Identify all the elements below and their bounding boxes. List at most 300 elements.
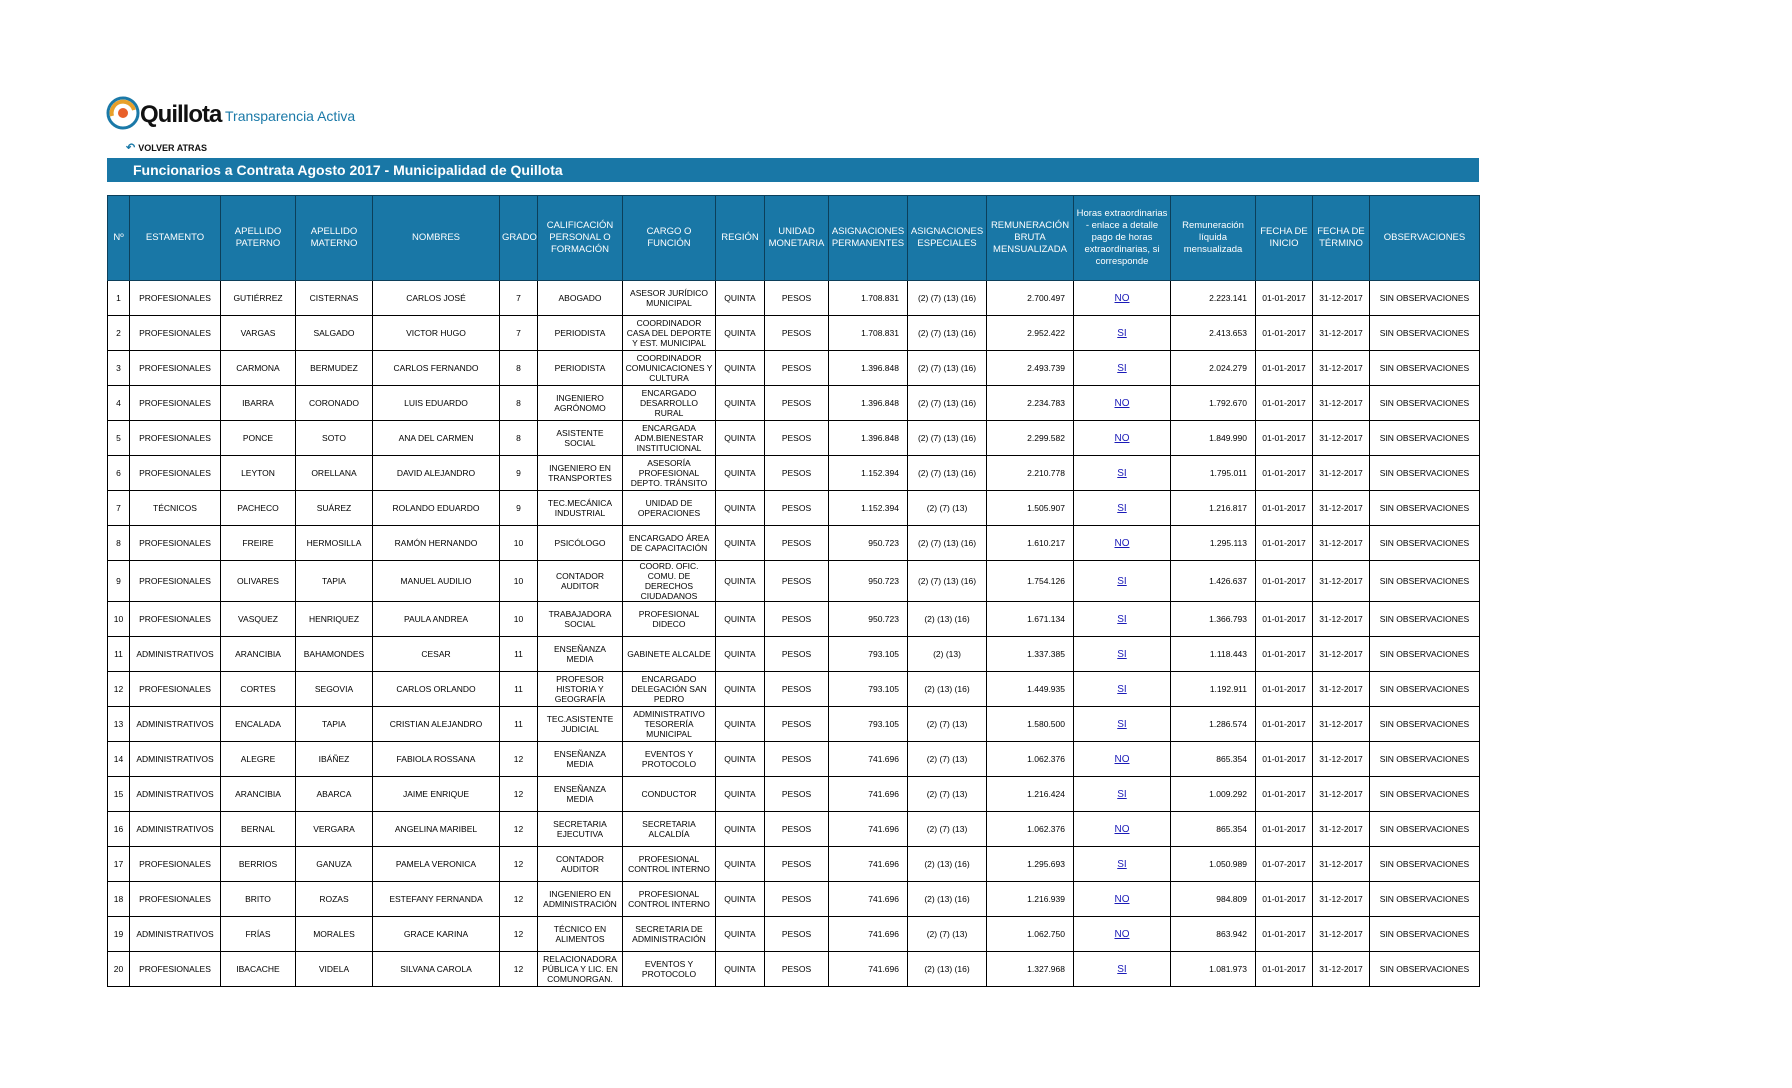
- table-cell: 01-01-2017: [1256, 882, 1313, 917]
- table-cell: ANA DEL CARMEN: [373, 421, 500, 456]
- table-cell: CONTADOR AUDITOR: [538, 561, 623, 602]
- table-cell: RELACIONADORA PÚBLICA Y LIC. EN COMUNORGAN.: [538, 952, 623, 987]
- table-cell: [1074, 421, 1171, 456]
- table-cell: SIN OBSERVACIONES: [1370, 952, 1480, 987]
- table-cell: SECRETARIA EJECUTIVA: [538, 812, 623, 847]
- overtime-link[interactable]: SI: [1117, 613, 1127, 625]
- table-cell: 865.354: [1171, 742, 1256, 777]
- table-cell: 01-01-2017: [1256, 561, 1313, 602]
- overtime-link[interactable]: SI: [1117, 327, 1127, 339]
- table-cell: 1.216.424: [987, 777, 1074, 812]
- table-row: [108, 847, 1480, 882]
- table-cell: QUINTA: [716, 952, 765, 987]
- table-cell: IBÁÑEZ: [296, 742, 373, 777]
- table-cell: 741.696: [829, 847, 908, 882]
- table-cell: 1.062.376: [987, 812, 1074, 847]
- table-cell: PROFESIONALES: [130, 882, 221, 917]
- table-cell: QUINTA: [716, 917, 765, 952]
- table-cell: 1.118.443: [1171, 637, 1256, 672]
- table-cell: SIN OBSERVACIONES: [1370, 491, 1480, 526]
- table-cell: ADMINISTRATIVOS: [130, 917, 221, 952]
- table-cell: 01-01-2017: [1256, 952, 1313, 987]
- table-cell: PROFESIONALES: [130, 281, 221, 316]
- table-cell: BERNAL: [221, 812, 296, 847]
- overtime-link[interactable]: SI: [1117, 575, 1127, 587]
- table-cell: 01-01-2017: [1256, 351, 1313, 386]
- table-cell: 1.671.134: [987, 602, 1074, 637]
- table-cell: 14: [108, 742, 130, 777]
- overtime-link[interactable]: NO: [1114, 537, 1130, 549]
- table-cell: 741.696: [829, 882, 908, 917]
- table-cell: SIN OBSERVACIONES: [1370, 672, 1480, 707]
- table-cell: (2) (7) (13) (16): [908, 281, 987, 316]
- table-cell: PROFESIONALES: [130, 672, 221, 707]
- table-cell: 2.413.653: [1171, 316, 1256, 351]
- table-cell: GRACE KARINA: [373, 917, 500, 952]
- table-cell: 11: [500, 707, 538, 742]
- table-cell: [1074, 812, 1171, 847]
- table-cell: 1.081.973: [1171, 952, 1256, 987]
- table-cell: 1.337.385: [987, 637, 1074, 672]
- table-cell: BRITO: [221, 882, 296, 917]
- table-cell: 1.062.750: [987, 917, 1074, 952]
- column-header: APELLIDO MATERNO: [296, 196, 373, 281]
- table-cell: 1.295.693: [987, 847, 1074, 882]
- overtime-link[interactable]: NO: [1114, 893, 1130, 905]
- table-cell: TEC.ASISTENTE JUDICIAL: [538, 707, 623, 742]
- table-cell: ASESOR JURÍDICO MUNICIPAL: [623, 281, 716, 316]
- table-cell: 950.723: [829, 526, 908, 561]
- table-cell: 1.792.670: [1171, 386, 1256, 421]
- overtime-link[interactable]: SI: [1117, 718, 1127, 730]
- table-cell: 741.696: [829, 812, 908, 847]
- table-cell: 01-01-2017: [1256, 602, 1313, 637]
- column-header: CARGO O FUNCIÓN: [623, 196, 716, 281]
- table-cell: CESAR: [373, 637, 500, 672]
- table-cell: [1074, 637, 1171, 672]
- table-cell: 1.610.217: [987, 526, 1074, 561]
- table-cell: SECRETARIA DE ADMINISTRACIÓN: [623, 917, 716, 952]
- table-cell: EVENTOS Y PROTOCOLO: [623, 742, 716, 777]
- table-cell: 12: [500, 917, 538, 952]
- table-cell: ALEGRE: [221, 742, 296, 777]
- table-cell: 865.354: [1171, 812, 1256, 847]
- table-row: [108, 672, 1480, 707]
- table-cell: QUINTA: [716, 561, 765, 602]
- table-cell: 863.942: [1171, 917, 1256, 952]
- table-cell: PESOS: [765, 281, 829, 316]
- table-cell: 3: [108, 351, 130, 386]
- overtime-link[interactable]: SI: [1117, 788, 1127, 800]
- table-cell: 1.396.848: [829, 386, 908, 421]
- table-cell: TEC.MECÁNICA INDUSTRIAL: [538, 491, 623, 526]
- table-cell: [1074, 742, 1171, 777]
- table-cell: TAPIA: [296, 707, 373, 742]
- column-header: ASIGNACIONES PERMANENTES: [829, 196, 908, 281]
- table-cell: FABIOLA ROSSANA: [373, 742, 500, 777]
- table-cell: 31-12-2017: [1313, 882, 1370, 917]
- table-cell: 950.723: [829, 561, 908, 602]
- column-header: GRADO: [500, 196, 538, 281]
- table-cell: 5: [108, 421, 130, 456]
- table-cell: PERIODISTA: [538, 316, 623, 351]
- table-cell: 17: [108, 847, 130, 882]
- overtime-link[interactable]: SI: [1117, 362, 1127, 374]
- table-cell: 10: [500, 561, 538, 602]
- column-header: UNIDAD MONETARIA: [765, 196, 829, 281]
- table-cell: PROFESIONALES: [130, 316, 221, 351]
- overtime-link[interactable]: SI: [1117, 858, 1127, 870]
- table-cell: 1.396.848: [829, 421, 908, 456]
- table-cell: 1.216.939: [987, 882, 1074, 917]
- table-cell: 2.493.739: [987, 351, 1074, 386]
- table-cell: PESOS: [765, 707, 829, 742]
- table-cell: [1074, 281, 1171, 316]
- table-cell: SILVANA CAROLA: [373, 952, 500, 987]
- table-cell: [1074, 602, 1171, 637]
- table-cell: SIN OBSERVACIONES: [1370, 812, 1480, 847]
- overtime-link[interactable]: NO: [1114, 432, 1130, 444]
- table-cell: 1.192.911: [1171, 672, 1256, 707]
- table-cell: 2.234.783: [987, 386, 1074, 421]
- table-cell: VIDELA: [296, 952, 373, 987]
- table-cell: ENSEÑANZA MEDIA: [538, 777, 623, 812]
- table-row: [108, 952, 1480, 987]
- table-cell: 20: [108, 952, 130, 987]
- table-cell: 31-12-2017: [1313, 707, 1370, 742]
- overtime-link[interactable]: SI: [1117, 648, 1127, 660]
- table-cell: 4: [108, 386, 130, 421]
- table-cell: CORTES: [221, 672, 296, 707]
- table-cell: SIN OBSERVACIONES: [1370, 351, 1480, 386]
- table-cell: CARLOS JOSÉ: [373, 281, 500, 316]
- table-cell: PROFESIONALES: [130, 561, 221, 602]
- table-cell: HENRIQUEZ: [296, 602, 373, 637]
- overtime-link[interactable]: NO: [1114, 292, 1130, 304]
- table-cell: 950.723: [829, 602, 908, 637]
- table-cell: 741.696: [829, 777, 908, 812]
- table-cell: (2) (7) (13) (16): [908, 526, 987, 561]
- table-cell: PESOS: [765, 316, 829, 351]
- table-cell: (2) (7) (13): [908, 707, 987, 742]
- table-cell: SIN OBSERVACIONES: [1370, 421, 1480, 456]
- table-cell: 1.505.907: [987, 491, 1074, 526]
- table-cell: BAHAMONDES: [296, 637, 373, 672]
- table-cell: SIN OBSERVACIONES: [1370, 386, 1480, 421]
- table-cell: 1: [108, 281, 130, 316]
- table-cell: 741.696: [829, 742, 908, 777]
- table-cell: ADMINISTRATIVO TESORERÍA MUNICIPAL: [623, 707, 716, 742]
- table-cell: 9: [500, 491, 538, 526]
- overtime-link[interactable]: SI: [1117, 502, 1127, 514]
- table-cell: PESOS: [765, 456, 829, 491]
- table-cell: 2.700.497: [987, 281, 1074, 316]
- table-cell: QUINTA: [716, 421, 765, 456]
- table-cell: SIN OBSERVACIONES: [1370, 917, 1480, 952]
- table-cell: VERGARA: [296, 812, 373, 847]
- table-cell: 1.449.935: [987, 672, 1074, 707]
- table-cell: 31-12-2017: [1313, 316, 1370, 351]
- table-cell: 31-12-2017: [1313, 456, 1370, 491]
- table-cell: 11: [500, 637, 538, 672]
- table-cell: 31-12-2017: [1313, 672, 1370, 707]
- table-cell: GANUZA: [296, 847, 373, 882]
- column-header: REGIÓN: [716, 196, 765, 281]
- table-cell: 01-01-2017: [1256, 491, 1313, 526]
- table-cell: 2.223.141: [1171, 281, 1256, 316]
- table-cell: 12: [500, 882, 538, 917]
- table-cell: 12: [500, 742, 538, 777]
- table-row: [108, 602, 1480, 637]
- table-cell: MORALES: [296, 917, 373, 952]
- table-cell: [1074, 882, 1171, 917]
- table-cell: CARMONA: [221, 351, 296, 386]
- table-cell: 11: [500, 672, 538, 707]
- table-cell: SIN OBSERVACIONES: [1370, 281, 1480, 316]
- table-cell: 8: [108, 526, 130, 561]
- table-cell: INGENIERO EN TRANSPORTES: [538, 456, 623, 491]
- table-cell: UNIDAD DE OPERACIONES: [623, 491, 716, 526]
- table-cell: QUINTA: [716, 351, 765, 386]
- table-row: [108, 742, 1480, 777]
- table-cell: 01-01-2017: [1256, 812, 1313, 847]
- table-cell: (2) (13) (16): [908, 672, 987, 707]
- table-cell: 01-01-2017: [1256, 777, 1313, 812]
- table-cell: 10: [500, 526, 538, 561]
- overtime-link[interactable]: NO: [1114, 928, 1130, 940]
- table-cell: 11: [108, 637, 130, 672]
- table-cell: 7: [500, 281, 538, 316]
- table-cell: TRABAJADORA SOCIAL: [538, 602, 623, 637]
- table-cell: CISTERNAS: [296, 281, 373, 316]
- column-header: Nº: [108, 196, 130, 281]
- table-cell: QUINTA: [716, 386, 765, 421]
- column-header: OBSERVACIONES: [1370, 196, 1480, 281]
- table-cell: [1074, 952, 1171, 987]
- column-header: APELLIDO PATERNO: [221, 196, 296, 281]
- table-row: [108, 917, 1480, 952]
- table-cell: BERMUDEZ: [296, 351, 373, 386]
- table-cell: 7: [108, 491, 130, 526]
- table-cell: ADMINISTRATIVOS: [130, 777, 221, 812]
- table-cell: FREIRE: [221, 526, 296, 561]
- table-cell: (2) (7) (13) (16): [908, 421, 987, 456]
- table-cell: 12: [500, 777, 538, 812]
- table-cell: CORONADO: [296, 386, 373, 421]
- table-cell: COORDINADOR CASA DEL DEPORTE Y EST. MUNICIPAL: [623, 316, 716, 351]
- table-cell: CONTADOR AUDITOR: [538, 847, 623, 882]
- table-cell: 12: [500, 812, 538, 847]
- page-title: Funcionarios a Contrata Agosto 2017 - Municipalidad de Quillota: [133, 162, 563, 178]
- table-cell: 1.286.574: [1171, 707, 1256, 742]
- table-cell: PAULA ANDREA: [373, 602, 500, 637]
- table-cell: 31-12-2017: [1313, 561, 1370, 602]
- page-title-bar: [107, 158, 1479, 182]
- table-cell: PAMELA VERONICA: [373, 847, 500, 882]
- table-cell: VARGAS: [221, 316, 296, 351]
- column-header: CALIFICACIÓN PERSONAL O FORMACIÓN: [538, 196, 623, 281]
- table-cell: QUINTA: [716, 882, 765, 917]
- table-cell: QUINTA: [716, 316, 765, 351]
- column-header: Remuneración líquida mensualizada: [1171, 196, 1256, 281]
- overtime-link[interactable]: NO: [1114, 823, 1130, 835]
- overtime-link[interactable]: SI: [1117, 683, 1127, 695]
- table-cell: SIN OBSERVACIONES: [1370, 561, 1480, 602]
- table-cell: ENCARGADO DESARROLLO RURAL: [623, 386, 716, 421]
- table-cell: 31-12-2017: [1313, 917, 1370, 952]
- table-cell: PESOS: [765, 491, 829, 526]
- table-cell: 01-01-2017: [1256, 742, 1313, 777]
- table-cell: 1.152.394: [829, 491, 908, 526]
- table-cell: PESOS: [765, 917, 829, 952]
- table-cell: PROFESIONALES: [130, 421, 221, 456]
- table-cell: 01-01-2017: [1256, 386, 1313, 421]
- table-cell: 741.696: [829, 917, 908, 952]
- table-cell: SIN OBSERVACIONES: [1370, 316, 1480, 351]
- table-cell: 1.708.831: [829, 281, 908, 316]
- table-cell: 1.327.968: [987, 952, 1074, 987]
- table-cell: (2) (7) (13): [908, 742, 987, 777]
- table-cell: LUIS EDUARDO: [373, 386, 500, 421]
- table-cell: 15: [108, 777, 130, 812]
- table-cell: PROFESIONALES: [130, 526, 221, 561]
- table-cell: 31-12-2017: [1313, 777, 1370, 812]
- table-cell: 01-01-2017: [1256, 637, 1313, 672]
- table-cell: TÉCNICOS: [130, 491, 221, 526]
- table-cell: PESOS: [765, 526, 829, 561]
- table-cell: PSICÓLOGO: [538, 526, 623, 561]
- table-cell: [1074, 847, 1171, 882]
- table-row: [108, 491, 1480, 526]
- table-cell: SEGOVIA: [296, 672, 373, 707]
- table-cell: HERMOSILLA: [296, 526, 373, 561]
- overtime-link[interactable]: NO: [1114, 753, 1130, 765]
- table-cell: 13: [108, 707, 130, 742]
- table-cell: 1.426.637: [1171, 561, 1256, 602]
- table-cell: (2) (13): [908, 637, 987, 672]
- back-link[interactable]: [126, 141, 207, 154]
- table-cell: SIN OBSERVACIONES: [1370, 456, 1480, 491]
- table-row: [108, 882, 1480, 917]
- table-cell: ASESORÍA PROFESIONAL DEPTO. TRÁNSITO: [623, 456, 716, 491]
- table-cell: 7: [500, 316, 538, 351]
- back-link-label: VOLVER ATRAS: [138, 142, 208, 153]
- table-cell: SIN OBSERVACIONES: [1370, 742, 1480, 777]
- table-cell: PROFESIONAL CONTROL INTERNO: [623, 847, 716, 882]
- table-cell: FRÍAS: [221, 917, 296, 952]
- table-cell: 31-12-2017: [1313, 812, 1370, 847]
- table-cell: BERRIOS: [221, 847, 296, 882]
- table-cell: 2.952.422: [987, 316, 1074, 351]
- table-cell: CRISTIAN ALEJANDRO: [373, 707, 500, 742]
- table-cell: SIN OBSERVACIONES: [1370, 637, 1480, 672]
- overtime-link[interactable]: NO: [1114, 397, 1130, 409]
- table-cell: PROFESIONALES: [130, 952, 221, 987]
- table-cell: OLIVARES: [221, 561, 296, 602]
- table-cell: 31-12-2017: [1313, 602, 1370, 637]
- table-cell: GUTIÉRREZ: [221, 281, 296, 316]
- overtime-link[interactable]: SI: [1117, 963, 1127, 975]
- table-cell: SUÁREZ: [296, 491, 373, 526]
- table-cell: 01-01-2017: [1256, 421, 1313, 456]
- table-cell: 793.105: [829, 637, 908, 672]
- table-cell: [1074, 777, 1171, 812]
- table-cell: 10: [108, 602, 130, 637]
- table-cell: SIN OBSERVACIONES: [1370, 526, 1480, 561]
- table-cell: ENCARGADA ADM.BIENESTAR INSTITUCIONAL: [623, 421, 716, 456]
- table-cell: 01-01-2017: [1256, 672, 1313, 707]
- table-cell: VICTOR HUGO: [373, 316, 500, 351]
- table-cell: PESOS: [765, 421, 829, 456]
- table-cell: 01-01-2017: [1256, 526, 1313, 561]
- table-cell: PESOS: [765, 351, 829, 386]
- column-header: FECHA DE TÉRMINO: [1313, 196, 1370, 281]
- table-header-row: [108, 196, 1480, 281]
- table-cell: JAIME ENRIQUE: [373, 777, 500, 812]
- table-row: [108, 316, 1480, 351]
- overtime-link[interactable]: SI: [1117, 467, 1127, 479]
- table-cell: 1.795.011: [1171, 456, 1256, 491]
- table-cell: IBACACHE: [221, 952, 296, 987]
- table-cell: [1074, 526, 1171, 561]
- table-cell: 19: [108, 917, 130, 952]
- table-cell: QUINTA: [716, 281, 765, 316]
- table-cell: GABINETE ALCALDE: [623, 637, 716, 672]
- table-row: [108, 386, 1480, 421]
- table-cell: 1.050.989: [1171, 847, 1256, 882]
- table-cell: [1074, 456, 1171, 491]
- logo-text[interactable]: Quillota: [140, 101, 222, 128]
- table-cell: PESOS: [765, 952, 829, 987]
- table-cell: PESOS: [765, 386, 829, 421]
- table-cell: SECRETARIA ALCALDÍA: [623, 812, 716, 847]
- table-row: [108, 637, 1480, 672]
- table-row: [108, 351, 1480, 386]
- table-cell: SOTO: [296, 421, 373, 456]
- quillota-logo-icon[interactable]: [106, 96, 140, 130]
- table-cell: QUINTA: [716, 602, 765, 637]
- back-arrow-icon: ↶: [126, 142, 136, 154]
- table-cell: [1074, 386, 1171, 421]
- table-cell: PROFESIONALES: [130, 602, 221, 637]
- table-row: [108, 777, 1480, 812]
- table-cell: COORDINADOR COMUNICACIONES Y CULTURA: [623, 351, 716, 386]
- table-cell: (2) (13) (16): [908, 847, 987, 882]
- table-cell: 18: [108, 882, 130, 917]
- table-cell: PESOS: [765, 812, 829, 847]
- table-cell: 12: [500, 952, 538, 987]
- table-cell: 1.849.990: [1171, 421, 1256, 456]
- table-cell: ENCALADA: [221, 707, 296, 742]
- table-cell: 2.299.582: [987, 421, 1074, 456]
- table-cell: 10: [500, 602, 538, 637]
- table-row: [108, 707, 1480, 742]
- table-cell: ARANCIBIA: [221, 637, 296, 672]
- table-cell: SIN OBSERVACIONES: [1370, 777, 1480, 812]
- table-cell: 741.696: [829, 952, 908, 987]
- table-cell: [1074, 561, 1171, 602]
- table-cell: 1.366.793: [1171, 602, 1256, 637]
- table-row: [108, 561, 1480, 602]
- table-cell: 9: [108, 561, 130, 602]
- table-cell: PESOS: [765, 561, 829, 602]
- table-cell: 8: [500, 421, 538, 456]
- table-cell: 9: [500, 456, 538, 491]
- table-cell: 1.754.126: [987, 561, 1074, 602]
- column-header: NOMBRES: [373, 196, 500, 281]
- table-cell: PROFESIONALES: [130, 847, 221, 882]
- table-cell: 1.295.113: [1171, 526, 1256, 561]
